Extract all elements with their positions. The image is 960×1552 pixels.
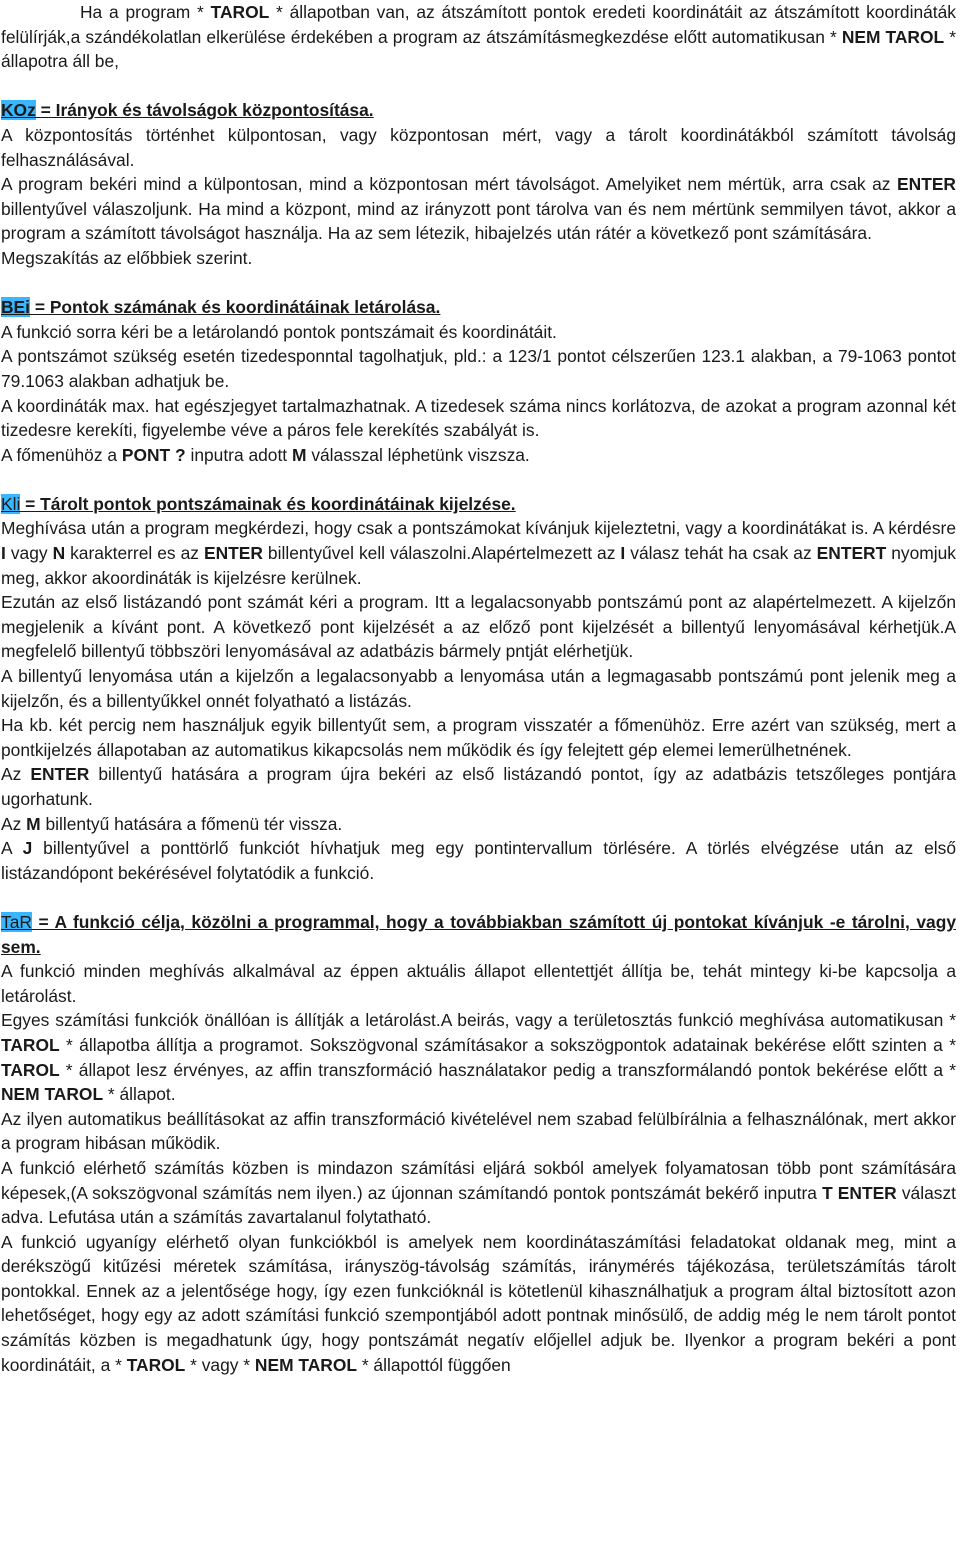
keyword-j: J <box>22 838 33 859</box>
text-run: Ha a program * <box>80 2 211 22</box>
section-title: = Pontok számának és koordinátáinak letárolása. <box>30 297 441 318</box>
keyword-m: M <box>26 813 41 834</box>
paragraph <box>1 762 956 811</box>
paragraph: A koordináták max. hat egészjegyet tartalmazhatnak. A tizedesek száma nincs korlátozva, de azokat a program azonnal két tizedesre kerekíti, figyelembe véve a páros fele kerekítés szabályát is. <box>1 395 956 441</box>
keyword-i: I <box>620 543 626 564</box>
text-run: Az <box>1 764 31 785</box>
keyword-tarol: TAROL <box>1 1059 60 1080</box>
spacer <box>1 467 956 492</box>
text-run: A főmenühöz a <box>1 444 122 465</box>
paragraph: Az ilyen automatikus beállításokat az affin transzformáció kivételével nem szabad felülbírálnia a felhasználónak, mert akkor a program hibásan működik. <box>1 1108 956 1154</box>
text-run: A <box>1 838 23 859</box>
text-run: * állapotra áll be, <box>1 26 956 72</box>
text-run: karakterrel es az <box>65 543 204 564</box>
text-run: Az <box>1 813 27 834</box>
paragraph <box>1 172 956 246</box>
paragraph <box>1 1230 956 1378</box>
keyword-nem-tarol: NEM TAROL <box>254 1354 357 1375</box>
section-heading-bei <box>1 295 956 320</box>
text-run: * állapotban van, az átszámított pontok eredeti koordinátáit az átszámított koordináták felülírják,a szándékolatlan elkerülése érdekében a program az átszámításmegkezdése előtt automatikusan * <box>1 2 956 47</box>
keyword-t-enter: T ENTER <box>822 1182 897 1203</box>
spacer <box>1 74 956 99</box>
function-code-tar: TaR <box>1 911 32 932</box>
keyword-nem-tarol: NEM TAROL <box>841 26 945 47</box>
keyword-enter: ENTER <box>30 764 90 785</box>
keyword-tarol: TAROL <box>1 1034 60 1055</box>
keyword-n: N <box>52 543 66 564</box>
keyword-enter: ENTER <box>203 543 263 564</box>
keyword-entert: ENTERT <box>816 543 887 564</box>
text-run: * állapot lesz érvényes, az affin transzformáció használatakor pedig a transzformálandó pontok bekérése előtt a * <box>59 1059 956 1080</box>
text-run: A funkció elérhető számítás közben is mindazon számítási eljárá sokból amelyek folyamatosan több pont számítására képesek,(A sokszögvonal számítás nem ilyen.) az újonnan számítandó pontok pontszámát bekérő inputra <box>1 1157 956 1203</box>
text-run: Egyes számítási funkciók önállóan is állítják a letárolást.A beirás, vagy a területosztás funkció meghívása automatikusan * <box>1 1010 956 1031</box>
section-title: = A funkció célja, közölni a programmal, hogy a továbbiakban számított új pontokat kívánjuk -e tárolni, vagy sem. <box>1 911 956 957</box>
keyword-tarol: TAROL <box>126 1354 186 1375</box>
paragraph: A pontszámot szükség esetén tizedesponntal tagolhatjuk, pld.: a 123/1 pontot célszerűen 123.1 alakban, a 79-1063 pontot 79.1063 alakban adhatjuk be. <box>1 346 956 391</box>
text-run: billentyű hatására a program újra bekéri az első listázandó pontot, így az adatbázis tetszőleges pontjára ugorhatunk. <box>1 764 956 809</box>
section-heading-kli <box>1 492 956 517</box>
paragraph: A funkció minden meghívás alkalmával az éppen aktuális állapot ellentettjét állítja be, tehát mintegy ki-be kapcsolja a letárolást. <box>1 961 956 1006</box>
text-run: A funkció ugyanígy elérhető olyan funkciókból is amelyek nem koordinátaszámítási feladatokat oldanak meg, mint a derékszögű kitűzési méretek számítása, irányszög-távolság számítás, iránymérés tájékozása, területszámítás tárolt pontokkal. Ennek az a jelentősége hogy, így ezen funkcióknál is kötetlenül kihasználhatjuk a program által biztosított azon lehetőséget, hogy egy az adott számítási funkció szempontjából adott pontnak minősülő, de addig még le nem tárolt pontot számítás közben is megadhatunk úgy, hogy pontszámát negatív előjellel adjuk be. Ilyenkor a program bekéri a pont koordinátáit, a * <box>1 1231 956 1375</box>
text-run: nyomjuk meg, akkor akoordináták is kijelzésre kerülnek. <box>1 543 956 588</box>
keyword-i: I <box>1 543 6 564</box>
paragraph <box>1 516 956 590</box>
function-code-bei: BEi <box>1 297 30 318</box>
keyword-enter: ENTER <box>897 174 956 195</box>
section-heading-tar <box>1 910 956 959</box>
function-code-kli: Kli <box>1 493 21 514</box>
paragraph: A funkció sorra kéri be a letárolandó pontok pontszámait és koordinátáit. <box>1 321 557 342</box>
text-run: vagy <box>5 543 53 564</box>
text-run: választ adva. Lefutása után a számítás zavartalanul folytatható. <box>1 1182 956 1228</box>
text-run: billentyű hatására a főmenü tér vissza. <box>40 813 343 834</box>
paragraph: Ha kb. két percig nem használjuk egyik billentyűt sem, a program visszatér a főmenühöz. Erre azért van szükség, mert a pontkijelzés állapotaban az automatikus kikapcsolás nem működik és így felejtett gép elemei lemerülhetnének. <box>1 715 956 760</box>
text-run: A program bekéri mind a külpontosan, mind a központosan mért távolságot. Amelyiket nem mértük, arra csak az <box>1 174 898 195</box>
paragraph: Megszakítás az előbbiek szerint. <box>1 247 253 268</box>
paragraph <box>1 836 956 885</box>
text-run: Meghívása után a program megkérdezi, hogy csak a pontszámokat kívánjuk kijeleztetni, vagy a koordinátákat is. A kérdésre <box>1 518 956 539</box>
text-run: * állapotba állítja a programot. Sokszögvonal számításakor a sokszögpontok adatainak bekérése előtt szinten a * <box>59 1034 956 1055</box>
intro-paragraph <box>1 0 956 74</box>
function-code-koz: KOz <box>1 100 36 121</box>
paragraph: A billentyű lenyomása után a kijelzőn a legalacsonyabb a lenyomása után a legmagasabb pontszámú pont jelenik meg a kijelzőn, és a billentyűkkel onnét folyatható a listázás. <box>1 666 956 711</box>
section-heading-koz <box>1 98 956 123</box>
text-run: billentyűvel a ponttörlő funkciót hívhatjuk meg egy pontintervallum törlésére. A törlés elvégzése után az első listázandópont bekérésével folytatódik a funkció. <box>1 838 956 883</box>
keyword-pont: PONT ? <box>121 444 186 465</box>
keyword-m: M <box>291 444 307 465</box>
text-run: válasszal léphetünk viszsza. <box>306 444 530 465</box>
section-title: = Tárolt pontok pontszámainak és koordinátáinak kijelzése. <box>20 493 516 514</box>
paragraph: Ezután az első listázandó pont számát kéri a program. Itt a legalacsonyabb pontszámú pont az alapértelmezett. A kijelzőn megjelenik a kívánt pont. A következő pont kijelzését a az előző pont kijelzését a billentyű lenyomásával kérhetjük.A megfelelő billentyű többszöri lenyomásával az adatbázis bármely pntját elérhetjük. <box>1 592 956 662</box>
text-run: billentyűvel válaszoljunk. Ha mind a központ, mind az irányzott pont tárolva van és nem mértünk semmilyen távot, akkor a program a számított távolságot használja. Ha az sem létezik, hibajelzés után rátér a következő pont számítására. <box>1 198 956 244</box>
text-run: válasz tehát ha csak az <box>625 543 817 564</box>
keyword-tarol: TAROL <box>210 2 270 22</box>
spacer <box>1 885 956 910</box>
text-run: * vagy * <box>185 1354 255 1375</box>
text-run: * állapottól függően <box>356 1354 511 1375</box>
text-run: billentyűvel kell válaszolni.Alapértelmezett az <box>262 543 621 564</box>
spacer <box>1 271 956 296</box>
section-title: = Irányok és távolságok központosítása. <box>35 100 374 121</box>
keyword-nem-tarol: NEM TAROL <box>1 1084 104 1105</box>
text-run: inputra adott <box>185 444 292 465</box>
paragraph <box>1 1008 956 1106</box>
paragraph <box>1 812 956 837</box>
paragraph <box>1 443 956 468</box>
paragraph: A központosítás történhet külpontosan, vagy központosan mért, vagy a tárolt koordinátákból számított távolság felhasználásával. <box>1 124 956 170</box>
paragraph <box>1 1156 956 1230</box>
text-run: * állapot. <box>103 1084 176 1105</box>
